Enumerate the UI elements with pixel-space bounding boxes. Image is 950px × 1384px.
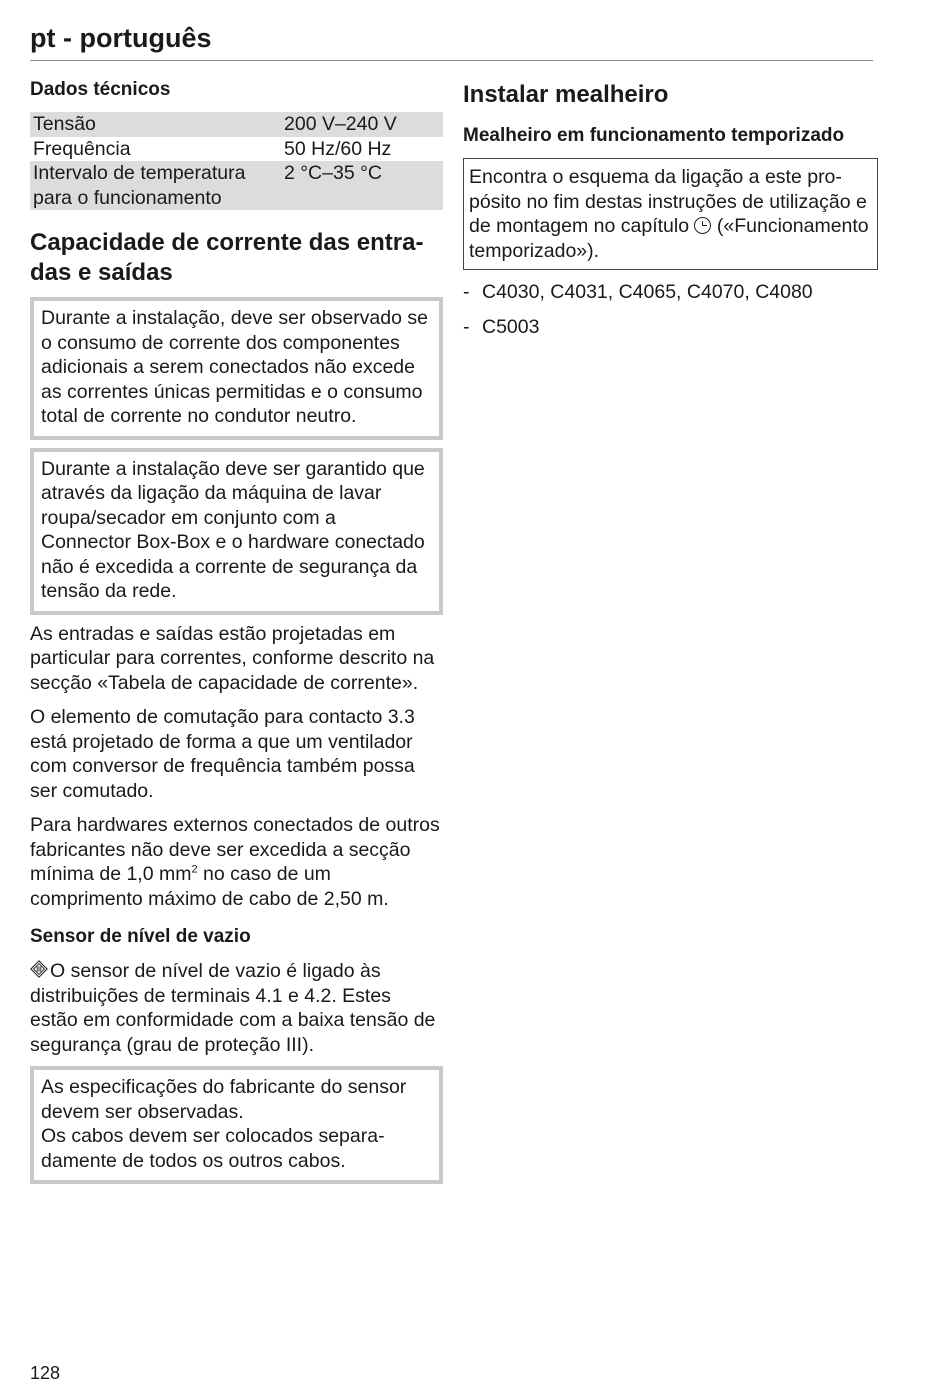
paragraph-switching-element: O elemento de comutação para contacto 3.3 está projetado de forma a que um ventilador com conversor de frequência também possa ser comutado. (30, 706, 415, 802)
wiring-note-text: Encontra o esquema da ligação a este propósito no fim destas instruções de utilização e de montagem no capítulo (469, 166, 867, 237)
left-column (30, 78, 443, 1184)
spec-label: Tensão (30, 112, 281, 137)
table-row (30, 112, 443, 137)
paragraph-cable-section (30, 813, 443, 911)
note-box-safety-current (30, 448, 443, 615)
capacity-heading: Capacidade de corrente das entradas e saídas (30, 229, 424, 286)
safety-class-iii-icon (30, 960, 48, 978)
right-column (463, 80, 878, 339)
superscript: 2 (191, 863, 198, 876)
list-dash: - (463, 281, 470, 303)
list-item-text: C4030, C4031, C4065, C4070, C4080 (482, 281, 813, 303)
model-list (463, 280, 878, 339)
spec-value: 50 Hz/60 Hz (284, 137, 392, 160)
list-dash: - (463, 315, 470, 338)
list-item-text: C5003 (482, 315, 540, 338)
list-item (463, 315, 878, 340)
page-header (30, 22, 873, 61)
spec-label: Intervalo de temperatura para o funcionamento (30, 161, 281, 210)
wiring-note-box (463, 158, 878, 270)
spec-label: Frequência (33, 137, 131, 160)
page-language-title: pt - português (30, 23, 212, 53)
list-item (463, 280, 878, 305)
tech-specs-table (30, 112, 443, 210)
note-text: As especificações do fabricante do sensor devem ser observadas. (41, 1076, 407, 1123)
note-box-sensor-spec (30, 1066, 443, 1184)
cable-section-text-start: Para hardwares externos conectados de outros fabricantes não deve ser excedida a secção mínima de 1,0 mm (30, 814, 440, 885)
note-text: Durante a instalação, deve ser observado se o consumo de corrente dos componentes adicionais a serem conectados não excede as correntes únicas permitidas e o consumo total de corrente no condutor neutro. (41, 307, 428, 427)
wiring-note-text-end: («Funcionamento temporizado»). (469, 215, 869, 262)
note-text: Os cabos devem ser colocados separadamente de todos os outros cabos. (41, 1125, 385, 1172)
install-cashbox-heading: Instalar mealheiro (463, 81, 669, 108)
sensor-heading: Sensor de nível de vazio (30, 926, 251, 947)
clock-icon (694, 217, 711, 234)
timed-operation-heading: Mealheiro em funcionamento temporizado (463, 125, 845, 146)
paragraph-inputs-outputs: As entradas e saídas estão projetadas em particular para correntes, conforme descrito na secção «Tabela de capacidade de corrente». (30, 622, 435, 694)
spec-value: 200 V–240 V (281, 112, 443, 137)
page-number: 128 (30, 1363, 61, 1383)
sensor-text: O sensor de nível de vazio é ligado às distribuições de terminais 4.1 e 4.2. Estes estão em conformidade com a baixa tensão de segurança (grau de proteção III). (30, 960, 436, 1056)
spec-value: 2 °C–35 °C (281, 161, 443, 210)
tech-data-heading: Dados técnicos (30, 79, 171, 100)
table-row (30, 161, 443, 210)
note-text: Durante a instalação deve ser garantido que através da ligação da máquina de lavar roupa/secador em conjunto com a Connector Box-Box e o hardware conectado não é excedida a corrente de segurança da tensão da rede. (41, 457, 425, 602)
cable-section-text-end: no caso de um comprimento máximo de cabo de 2,50 m. (30, 863, 389, 910)
note-box-current-consumption (30, 297, 443, 440)
paragraph-sensor (30, 959, 443, 1057)
table-row (30, 137, 443, 162)
